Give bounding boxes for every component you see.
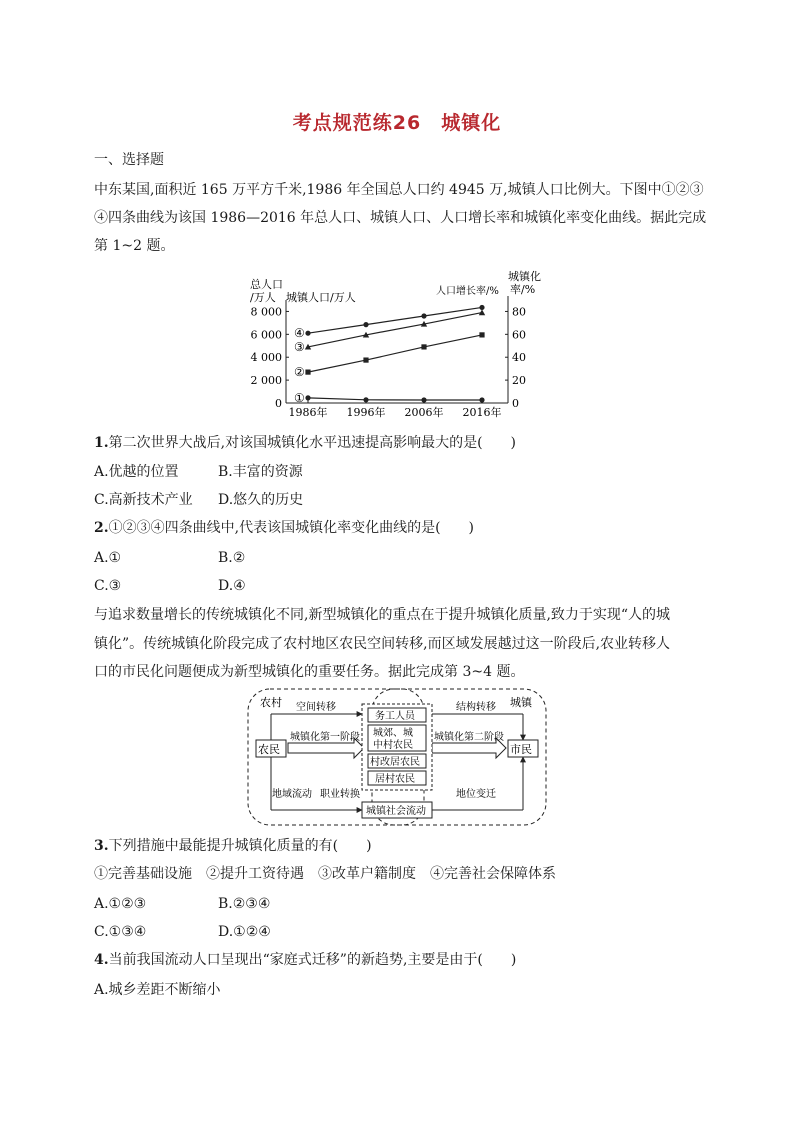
question-1-options-row-2 — [94, 490, 303, 510]
intro1-line-1: 中东某国,面积近 165 万平方千米,1986 年全国总人口约 4945 万,城镇人口比例大。下图中①②③ — [94, 182, 704, 198]
y-left-tick-label: 6 000 — [250, 328, 282, 342]
box-migrant-workers-label: 务工人员 — [375, 711, 415, 722]
question-2 — [94, 518, 714, 538]
right-axis-label-2: 率/% — [510, 283, 536, 296]
urbanization-diagram — [244, 686, 550, 828]
series-point — [421, 313, 426, 318]
q1-option-b[interactable]: B.丰富的资源 — [218, 464, 303, 480]
series-point — [363, 322, 368, 327]
question-4-text: 当前我国流动人口呈现出“家庭式迁移”的新趋势,主要是由于( ) — [108, 952, 517, 968]
box-village-to-residence-label: 村改居农民 — [370, 757, 420, 768]
series-point — [421, 344, 426, 349]
series-label: ④ — [294, 326, 305, 341]
question-2-options-row-2 — [94, 576, 246, 596]
regional-flow-label: 地域流动 — [272, 789, 312, 800]
q4-option-a[interactable]: A.城乡差距不断缩小 — [94, 982, 221, 998]
stage1-label: 城镇化第一阶段 — [290, 732, 360, 743]
page-title: 考点规范练26 城镇化 — [292, 112, 502, 134]
q2-option-d[interactable]: D.④ — [218, 578, 246, 594]
series-point — [363, 357, 368, 362]
series-point — [305, 395, 310, 400]
series-point — [479, 305, 484, 310]
y-right-tick-label: 20 — [512, 374, 526, 388]
q3-option-c[interactable]: C.①③④ — [94, 924, 147, 940]
spatial-transfer-label: 空间转移 — [296, 702, 336, 713]
question-1-options-row-1 — [94, 462, 303, 482]
series-line — [308, 398, 482, 400]
question-3-options-row-2 — [94, 922, 271, 942]
q3-option-d[interactable]: D.①②④ — [218, 924, 271, 940]
question-2-text: ①②③④四条曲线中,代表该国城镇化率变化曲线的是( ) — [108, 520, 474, 536]
x-tick-label: 2006年 — [404, 406, 444, 418]
left-axis-label-2: /万人 — [250, 291, 276, 304]
y-right-tick-label: 60 — [512, 328, 526, 342]
citizen-label: 市民 — [510, 743, 532, 756]
series-label: ③ — [294, 339, 305, 354]
series-label: ① — [294, 390, 305, 405]
status-change-label: 地位变迁 — [456, 789, 496, 800]
population-chart — [246, 268, 556, 418]
q1-option-d[interactable]: D.悠久的历史 — [218, 492, 304, 508]
intro2-line-3: 口的市民化问题便成为新型城镇化的重要任务。据此完成第 3~4 题。 — [94, 664, 525, 680]
farmer-label: 农民 — [258, 743, 280, 756]
intro2-line-2: 镇化”。传统城镇化阶段完成了农村地区农民空间转移,而区域发展越过这一阶段后,农业转移人 — [94, 636, 671, 652]
y-left-tick-label: 2 000 — [250, 374, 282, 388]
series-point — [479, 309, 485, 315]
right-axis-label-3: 人口增长率/% — [436, 286, 499, 297]
intro1-line-3: 第 1~2 题。 — [94, 238, 175, 254]
section-heading: 一、选择题 — [94, 152, 164, 168]
urban-label: 城镇 — [510, 696, 532, 709]
question-1 — [94, 433, 714, 453]
intro2-line-1: 与追求数量增长的传统城镇化不同,新型城镇化的重点在于提升城镇化质量,致力于实现“人的城 — [94, 607, 671, 623]
y-right-tick-label: 80 — [512, 305, 526, 319]
left-axis-label-3: 城镇人口/万人 — [286, 291, 356, 304]
q3-option-a[interactable]: A.①②③ — [94, 896, 147, 912]
q3-option-b[interactable]: B.②③④ — [218, 896, 271, 912]
q2-option-a[interactable]: A.① — [94, 550, 122, 566]
series-point — [479, 332, 484, 337]
x-tick-label: 2016年 — [462, 406, 502, 418]
question-1-text: 第二次世界大战后,对该国城镇化水平迅速提高影响最大的是( ) — [108, 435, 516, 451]
intro1-line-2: ④四条曲线为该国 1986—2016 年总人口、城镇人口、人口增长率和城镇化率变化曲线。据此完成 — [94, 210, 707, 226]
y-left-tick-label: 8 000 — [250, 305, 282, 319]
x-tick-label: 1996年 — [346, 406, 386, 418]
y-left-tick-label: 4 000 — [250, 351, 282, 365]
box-village-residents-label: 居村农民 — [375, 774, 415, 785]
series-point — [421, 397, 426, 402]
question-2-number: 2. — [94, 520, 109, 536]
q1-option-a[interactable]: A.优越的位置 — [94, 464, 179, 480]
y-left-tick-label: 0 — [275, 397, 282, 410]
q1-option-c[interactable]: C.高新技术产业 — [94, 492, 193, 508]
y-right-tick-label: 0 — [512, 397, 519, 410]
question-3-options-row-1 — [94, 894, 270, 914]
stage2-label: 城镇化第二阶段 — [434, 732, 504, 743]
question-4-number: 4. — [94, 952, 109, 968]
series-point — [479, 397, 484, 402]
question-3 — [94, 836, 714, 856]
x-tick-label: 1986年 — [288, 406, 328, 418]
series-point — [305, 370, 310, 375]
job-change-label: 职业转换 — [320, 789, 360, 800]
question-3-text: 下列措施中最能提升城镇化质量的有( ) — [108, 838, 372, 854]
y-right-tick-label: 40 — [512, 351, 526, 365]
series-label: ② — [294, 365, 305, 380]
question-2-options-row-1 — [94, 548, 245, 568]
q2-option-c[interactable]: C.③ — [94, 578, 122, 594]
left-axis-label-1: 总人口 — [250, 278, 283, 291]
question-3-items: ①完善基础设施 ②提升工资待遇 ③改革户籍制度 ④完善社会保障体系 — [94, 866, 556, 882]
right-axis-label-1: 城镇化 — [508, 270, 541, 283]
series-line — [308, 335, 482, 372]
question-1-number: 1. — [94, 435, 109, 451]
question-4 — [94, 950, 714, 970]
series-point — [363, 397, 368, 402]
q2-option-b[interactable]: B.② — [218, 550, 246, 566]
box-suburban-farmers-line-2: 中村农民 — [373, 740, 413, 751]
structural-transfer-label: 结构转移 — [456, 702, 496, 713]
social-flow-label: 城镇社会流动 — [366, 806, 426, 817]
question-4-options-row-1 — [94, 980, 221, 1000]
rural-label: 农村 — [260, 696, 282, 709]
question-3-number: 3. — [94, 838, 109, 854]
box-suburban-farmers-line-1: 城郊、城 — [373, 728, 413, 739]
series-point — [305, 331, 310, 336]
